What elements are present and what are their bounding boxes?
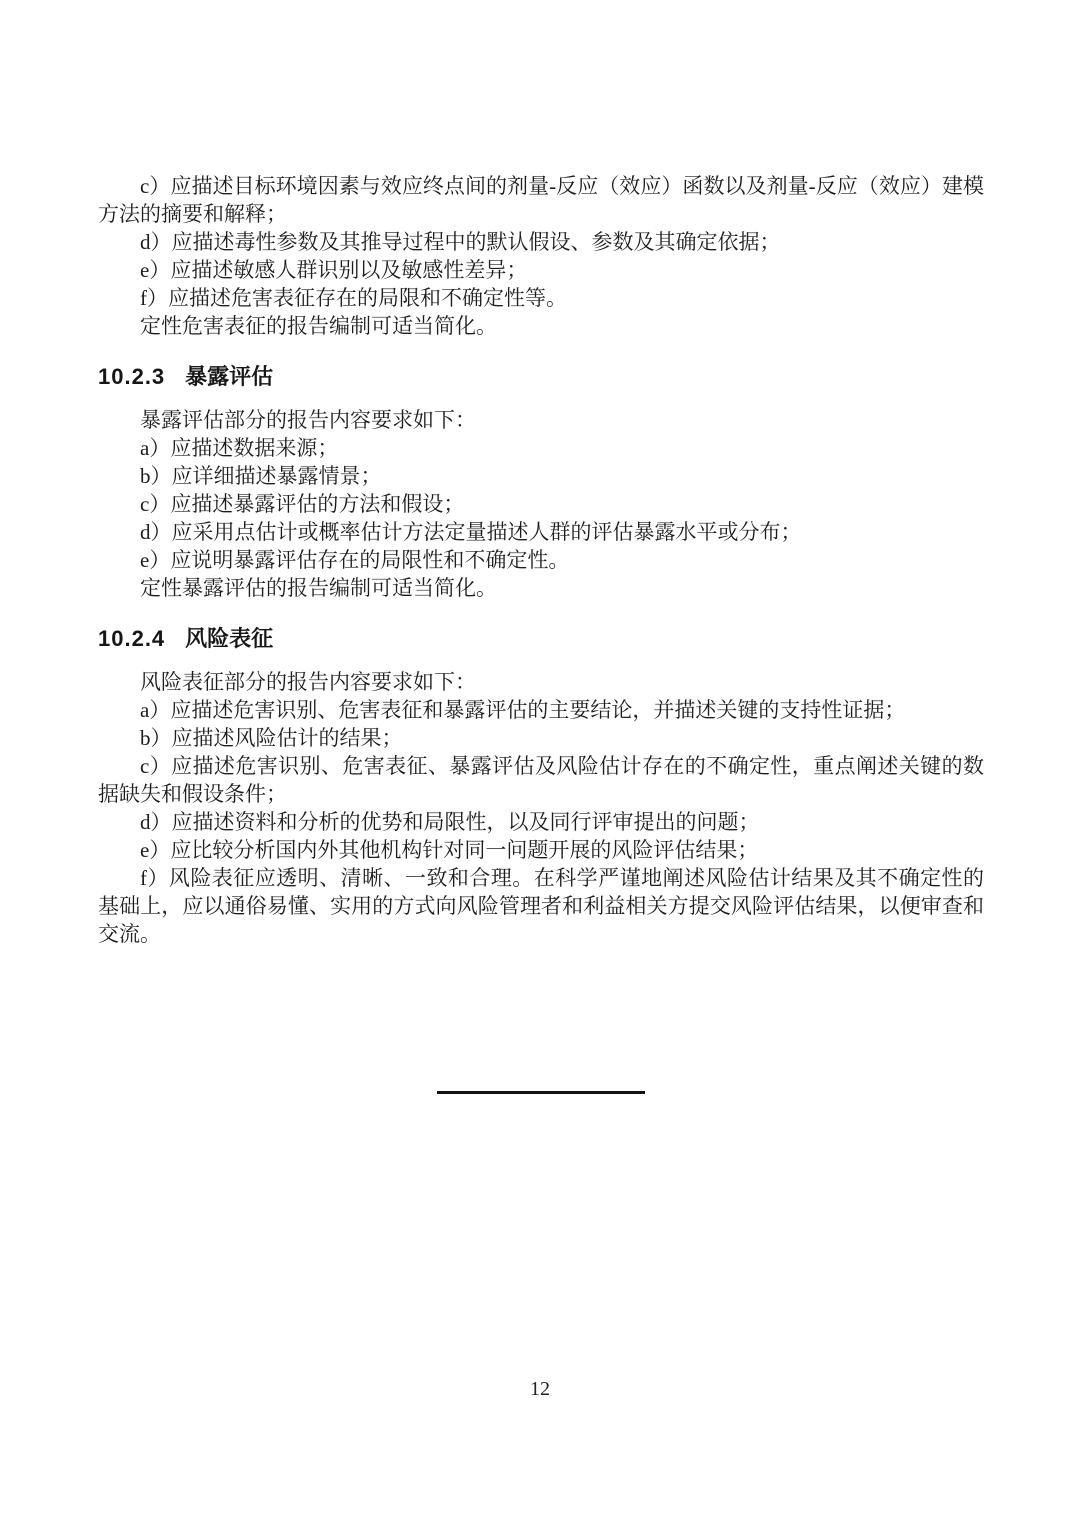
section-number: 10.2.4: [98, 626, 166, 651]
list-item-f: f）风险表征应透明、清晰、一致和合理。在科学严谨地阐述风险估计结果及其不确定性的基础上，应以通俗易懂、实用的方式向风险管理者和利益相关方提交风险评估结果，以便审查和交流。: [98, 866, 984, 946]
list-item-c: c）应描述暴露评估的方法和假设；: [140, 492, 465, 516]
list-item-c: c）应描述目标环境因素与效应终点间的剂量-反应（效应）函数以及剂量-反应（效应）建模方法的摘要和解释；: [98, 174, 984, 226]
section-heading-10-2-4: [98, 624, 984, 654]
list-item-e: e）应说明暴露评估存在的局限性和不确定性。: [140, 548, 570, 572]
list-item-c: c）应描述危害识别、危害表征、暴露评估及风险估计存在的不确定性，重点阐述关键的数据缺失和假设条件；: [98, 754, 984, 806]
end-divider: [437, 1091, 645, 1094]
list-item-e: e）应描述敏感人群识别以及敏感性差异；: [140, 258, 528, 282]
list-item-a: a）应描述危害识别、危害表征和暴露评估的主要结论，并描述关键的支持性证据；: [140, 698, 906, 722]
note-paragraph: 定性暴露评估的报告编制可适当简化。: [140, 576, 497, 600]
list-item-e: e）应比较分析国内外其他机构针对同一问题开展的风险评估结果；: [140, 838, 759, 862]
intro-paragraph: 风险表征部分的报告内容要求如下：: [140, 670, 476, 694]
page-number: 12: [530, 1378, 550, 1400]
intro-paragraph: 暴露评估部分的报告内容要求如下：: [140, 408, 476, 432]
list-item-d: d）应描述资料和分析的优势和局限性，以及同行评审提出的问题；: [140, 810, 760, 834]
list-item-b: b）应详细描述暴露情景；: [140, 464, 382, 488]
note-paragraph: 定性危害表征的报告编制可适当简化。: [140, 314, 497, 338]
list-item-f: f）应描述危害表征存在的局限和不确定性等。: [140, 286, 567, 310]
section-number: 10.2.3: [98, 364, 166, 389]
list-item-d: d）应描述毒性参数及其推导过程中的默认假设、参数及其确定依据；: [140, 230, 781, 254]
section-title: 暴露评估: [185, 364, 274, 389]
section-heading-10-2-3: [98, 362, 984, 392]
list-item-b: b）应描述风险估计的结果；: [140, 726, 403, 750]
section-title: 风险表征: [185, 626, 274, 651]
page-content: [98, 172, 984, 1094]
list-item-a: a）应描述数据来源；: [140, 436, 339, 460]
list-item-d: d）应采用点估计或概率估计方法定量描述人群的评估暴露水平或分布；: [140, 520, 802, 544]
